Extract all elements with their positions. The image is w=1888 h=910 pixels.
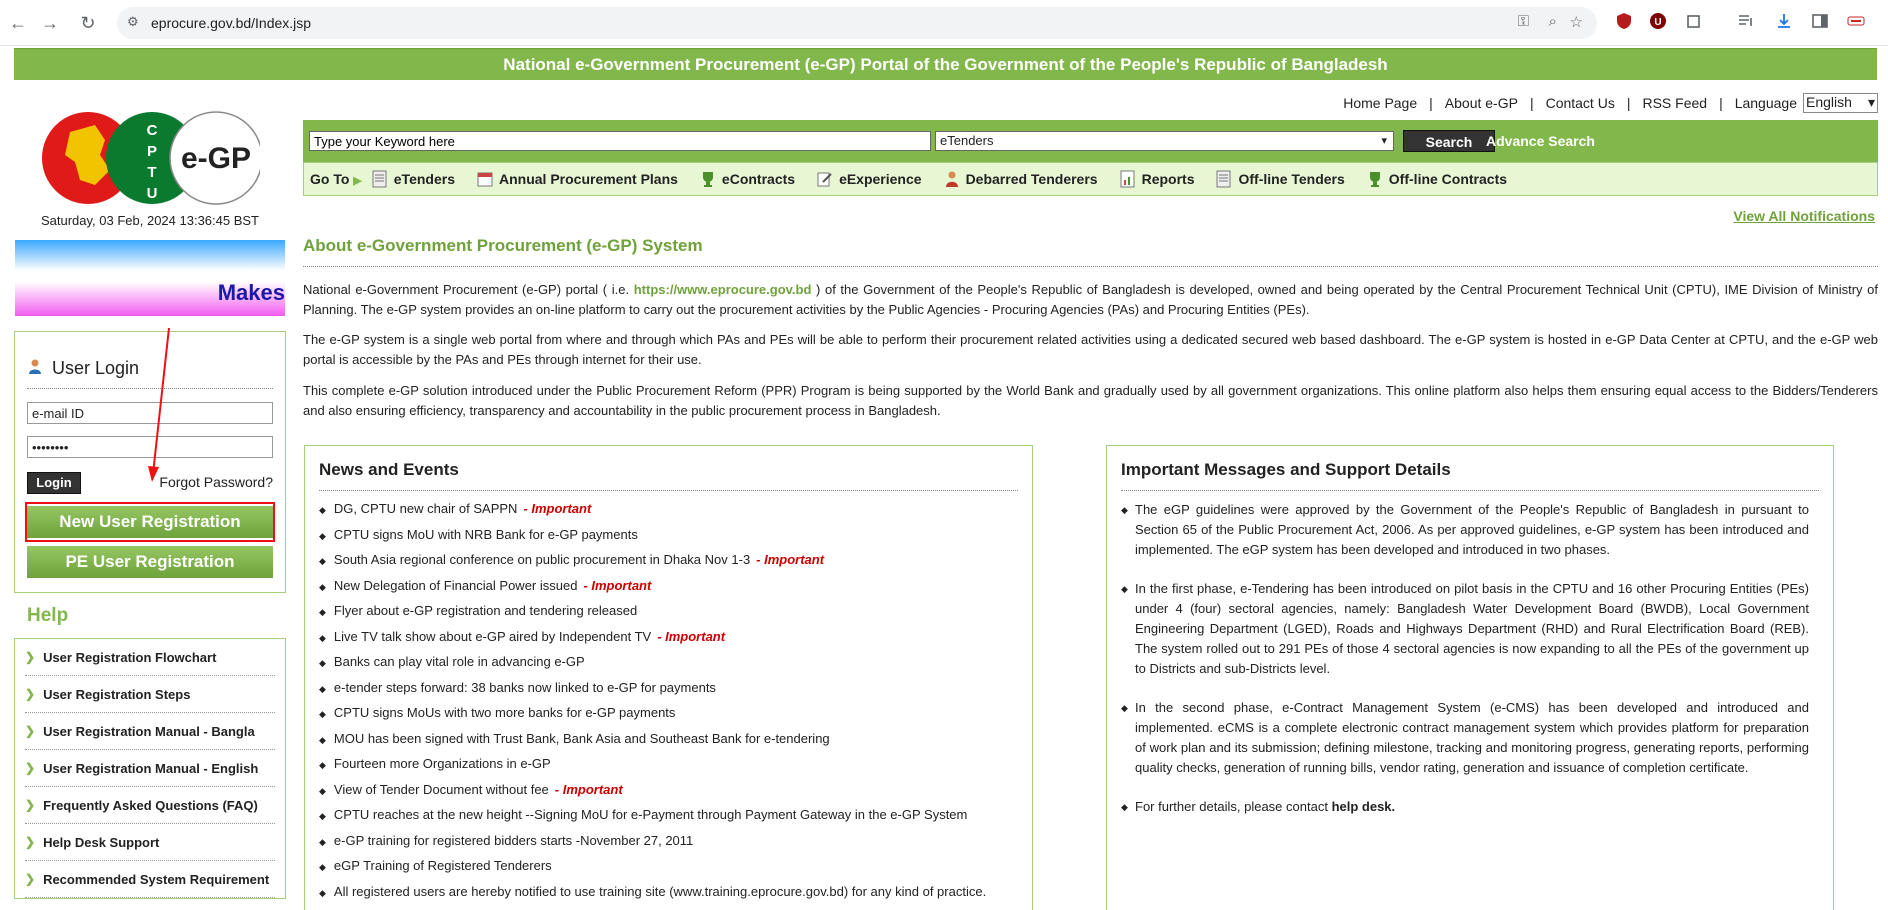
- report-icon: [1120, 170, 1136, 188]
- reading-list-icon[interactable]: [1736, 12, 1756, 32]
- help-desk-link[interactable]: help desk.: [1331, 799, 1396, 814]
- language-label: Language: [1734, 95, 1797, 111]
- chevron-right-icon: ❯: [25, 835, 36, 849]
- news-item[interactable]: ◆ All registered users are hereby notified to use training site (www.training.eprocure.gov.bd) for any kind of practice.: [319, 883, 987, 899]
- messages-title: Important Messages and Support Details: [1121, 460, 1451, 479]
- about-title: About e-Government Procurement (e-GP) System: [303, 236, 703, 255]
- egp-logo: [40, 110, 260, 206]
- about-paragraph-3: This complete e-GP solution introduced under the Public Procurement Reform (PPR) Program is being supported by the World Bank and gradually used by all government organizations. This online platform also helps them ensuring equal access to the Bidders/Tenderers and also ensuring efficiency, transparency and accountability in the public procurement process in Bangladesh.: [303, 383, 1878, 418]
- important-badge: - Important: [554, 781, 623, 797]
- goto-offline-contracts[interactable]: Off-line Contracts: [1367, 170, 1507, 188]
- edit-icon: [817, 170, 833, 188]
- top-links: Home Page | About e-GP | Contact Us | RSS Feed | Language English ▾: [1343, 93, 1878, 113]
- side-panel-icon[interactable]: [1810, 12, 1830, 32]
- extensions-icon[interactable]: [1684, 12, 1704, 32]
- chevron-right-icon: ❯: [25, 761, 36, 775]
- news-item[interactable]: ◆ View of Tender Document without fee - Important: [319, 781, 623, 797]
- svg-text:T: T: [147, 164, 157, 181]
- news-list: [319, 496, 1018, 904]
- help-item-manual-bangla[interactable]: ❯ User Registration Manual - Bangla: [25, 713, 275, 750]
- important-badge: - Important: [657, 628, 726, 644]
- bullet-icon: ◆: [319, 530, 326, 541]
- bullet-icon: ◆: [319, 862, 326, 872]
- message-item: ◆ In the first phase, e-Tendering has been introduced on pilot basis in the CPTU and 16 other Procuring Entities (PEs) under 4 (four) sectoral agencies, namely: Bangladesh Water Development Board (BWDB), Local Government Engineering Department (LGED), Roads and Highways Department (RHD) and Rural Electrification Board (REB). The system rolled out to 291 PEs of those 4 sectoral agencies is now expanding to all the PEs of the government up to Districts and sub-Districts level.: [1121, 581, 1809, 676]
- goto-econtracts[interactable]: eContracts: [700, 170, 795, 188]
- address-bar[interactable]: [117, 7, 1597, 39]
- bullet-icon: ◆: [319, 632, 326, 643]
- star-icon[interactable]: ☆: [1569, 14, 1583, 31]
- profile-icon[interactable]: [1846, 12, 1866, 32]
- divider: [319, 490, 1018, 491]
- site-banner: National e-Government Procurement (e-GP) Portal of the Government of the People's Republic of Bangladesh: [14, 48, 1877, 80]
- goto-bar: [303, 162, 1878, 196]
- new-user-registration-button[interactable]: New User Registration: [27, 506, 273, 538]
- bullet-icon: ◆: [319, 556, 326, 566]
- login-button[interactable]: Login: [27, 472, 81, 494]
- bullet-icon: ◆: [319, 658, 326, 668]
- help-item-manual-english[interactable]: ❯ User Registration Manual - English: [25, 750, 275, 787]
- news-panel: [304, 445, 1033, 910]
- contact-us-link[interactable]: Contact Us: [1545, 95, 1615, 111]
- login-panel: [14, 331, 286, 593]
- goto-etenders[interactable]: eTenders: [372, 170, 455, 188]
- ticker-text: Makes: [217, 280, 285, 305]
- advance-search-link[interactable]: Advance Search: [1486, 133, 1595, 149]
- download-icon[interactable]: [1774, 12, 1794, 32]
- bullet-icon: ◆: [319, 734, 326, 745]
- trophy-icon: [700, 170, 716, 188]
- news-item[interactable]: ◆ CPTU signs MoUs with two more banks for e-GP payments: [319, 705, 676, 720]
- help-title: Help: [27, 605, 69, 626]
- news-item[interactable]: ◆ DG, CPTU new chair of SAPPN - Important: [319, 501, 592, 516]
- chevron-right-icon: ❯: [25, 724, 36, 738]
- news-item[interactable]: ◆ e-GP training for registered bidders starts -November 27, 2011: [319, 832, 694, 848]
- user-icon: [27, 358, 43, 374]
- chevron-right-icon: ❯: [25, 872, 36, 886]
- bullet-icon: ◆: [319, 887, 326, 898]
- news-item[interactable]: ◆ Live TV talk show about e-GP aired by Independent TV - Important: [319, 628, 726, 644]
- chevron-down-icon: ▾: [1381, 135, 1387, 147]
- bullet-icon: ◆: [319, 505, 326, 515]
- news-item[interactable]: ◆ Flyer about e-GP registration and tendering released: [319, 603, 638, 618]
- goto-debarred[interactable]: Debarred Tenderers: [944, 170, 1098, 188]
- bullet-icon: ◆: [319, 811, 326, 821]
- divider: [303, 266, 1878, 267]
- ublock-icon[interactable]: [1648, 12, 1668, 32]
- search-button[interactable]: Search: [1403, 130, 1495, 152]
- svg-text:P: P: [146, 143, 158, 160]
- url-text: eprocure.gov.bd/Index.jsp: [151, 15, 312, 31]
- message-item: ◆ In the second phase, e-Contract Management System (e-CMS) has been developed and introduced and implemented. eCMS is a complete electronic contract management system which provides platform for preparation of work plan and its submission; defining milestone, tracking and monitoring progress, generating reports, performing quality checks, generation of running bills, vendor rating, generation and issuance of completion certificate.: [1121, 700, 1809, 775]
- news-item[interactable]: ◆ CPTU signs MoU with NRB Bank for e-GP payments: [319, 526, 638, 542]
- svg-text:U: U: [1654, 17, 1662, 28]
- language-select[interactable]: English ▾: [1803, 93, 1878, 113]
- document-icon: [1216, 170, 1232, 188]
- bullet-icon: ◆: [319, 760, 326, 770]
- debarred-user-icon: [944, 170, 960, 188]
- news-item[interactable]: ◆ MOU has been signed with Trust Bank, Bank Asia and Southeast Bank for e-tendering: [319, 730, 830, 746]
- help-item-flowchart[interactable]: ❯ User Registration Flowchart: [25, 639, 275, 676]
- svg-text:U: U: [146, 185, 158, 202]
- about-egp-link[interactable]: About e-GP: [1444, 95, 1518, 111]
- trophy-icon: [1367, 170, 1383, 188]
- news-item[interactable]: ◆ CPTU reaches at the new height --Signing MoU for e-Payment through Payment Gateway in the e-GP System: [319, 807, 968, 822]
- important-badge: - Important: [583, 577, 652, 593]
- help-item-system-requirement[interactable]: ❯ Recommended System Requirement: [25, 861, 275, 898]
- help-item-faq[interactable]: ❯ Frequently Asked Questions (FAQ): [25, 787, 275, 824]
- goto-reports[interactable]: Reports: [1120, 170, 1195, 188]
- key-icon[interactable]: ⚿: [1517, 13, 1529, 30]
- forgot-password-link[interactable]: Forgot Password?: [159, 474, 273, 490]
- rss-feed-link[interactable]: RSS Feed: [1642, 95, 1708, 111]
- view-all-notifications-link[interactable]: View All Notifications: [1733, 208, 1875, 224]
- news-item[interactable]: ◆ Fourteen more Organizations in e-GP: [319, 756, 551, 771]
- bullet-icon: ◆: [319, 683, 326, 694]
- site-info-icon[interactable]: ⚙: [127, 14, 139, 29]
- ticker-banner: [15, 240, 285, 316]
- document-icon: [372, 170, 388, 188]
- svg-text:e-GP: e-GP: [180, 142, 252, 175]
- news-item[interactable]: ◆ e-tender steps forward: 38 banks now linked to e-GP for payments: [319, 679, 716, 695]
- keyword-search-input[interactable]: [309, 131, 931, 151]
- bullet-icon: ◆: [319, 785, 326, 796]
- pe-user-registration-button[interactable]: PE User Registration: [27, 546, 273, 578]
- divider: [1121, 490, 1819, 491]
- svg-text:C: C: [146, 122, 158, 139]
- news-title: News and Events: [319, 460, 459, 479]
- news-item[interactable]: ◆ New Delegation of Financial Power issued - Important: [319, 577, 652, 593]
- login-title: User Login: [27, 358, 139, 379]
- about-paragraph-2: The e-GP system is a single web portal from where and through which PAs and PEs will be able to perform their procurement related activities using a dedicated secured web based dashboard. The e-GP system is hosted in e-GP Data Center at CPTU, and the e-GP web portal is accessible by the PAs and PEs through internet for their use.: [303, 332, 1878, 367]
- extension-shield-icon[interactable]: [1614, 12, 1634, 32]
- portal-link[interactable]: https://www.eprocure.gov.bd: [633, 282, 812, 297]
- news-item[interactable]: ◆ Banks can play vital role in advancing e-GP: [319, 654, 585, 669]
- home-page-link[interactable]: Home Page: [1343, 95, 1418, 111]
- messages-panel: [1106, 445, 1834, 910]
- bullet-icon: ◆: [319, 581, 326, 592]
- message-item: ◆ For further details, please contact help desk.: [1121, 799, 1396, 814]
- chevron-right-icon: ❯: [25, 687, 36, 701]
- back-button[interactable]: ←: [9, 13, 27, 33]
- calendar-icon: [477, 170, 493, 188]
- current-date: Saturday, 03 Feb, 2024 13:36:45 BST: [40, 213, 260, 228]
- bullet-icon: ◆: [319, 836, 326, 847]
- category-select[interactable]: eTenders ▾: [935, 131, 1394, 151]
- messages-list: [1121, 500, 1809, 836]
- goto-label: Go To ▶: [310, 171, 362, 187]
- reload-button[interactable]: ↻: [80, 13, 96, 33]
- goto-eexperience[interactable]: eExperience: [817, 170, 922, 188]
- help-item-helpdesk[interactable]: ❯ Help Desk Support: [25, 824, 275, 861]
- about-paragraph-1: National e-Government Procurement (e-GP) portal ( i.e. https://www.eprocure.gov.bd ) of the Government of the People's Republic of Bangladesh is developed, owned and being operated by the Central Procurement Technical Unit (CPTU), IME Division of Ministry of Planning. The e-GP system provides an on-line platform to carry out the procurement activities by the Public Agencies - Procuring Agencies (PAs) and Procuring Entities (PEs).: [303, 282, 1878, 317]
- zoom-icon[interactable]: ⌕: [1548, 13, 1557, 30]
- news-item[interactable]: ◆ eGP Training of Registered Tenderers: [319, 858, 552, 873]
- browser-toolbar: [0, 0, 1888, 46]
- help-list: [14, 638, 286, 899]
- bullet-icon: ◆: [319, 709, 326, 719]
- chevron-right-icon: ❯: [25, 798, 36, 812]
- chevron-right-icon: ❯: [25, 650, 36, 664]
- annotation-arrow: [145, 326, 175, 486]
- help-item-steps[interactable]: ❯ User Registration Steps: [25, 676, 275, 713]
- news-item[interactable]: ◆ South Asia regional conference on public procurement in Dhaka Nov 1-3 - Important: [319, 552, 825, 567]
- search-bar: [303, 120, 1878, 162]
- important-badge: - Important: [523, 501, 592, 516]
- bullet-icon: ◆: [319, 607, 326, 617]
- message-item: ◆ The eGP guidelines were approved by the Government of the People's Republic of Bangladesh in pursuant to Section 65 of the Public Procurement Act, 2006. As per approved guidelines, e-GP system has been introduced and implemented. The eGP system has been developed and introduced in two phases.: [1121, 502, 1809, 557]
- goto-offline-tenders[interactable]: Off-line Tenders: [1216, 170, 1344, 188]
- forward-button[interactable]: →: [41, 13, 59, 33]
- important-badge: - Important: [756, 552, 825, 567]
- goto-app[interactable]: Annual Procurement Plans: [477, 170, 678, 188]
